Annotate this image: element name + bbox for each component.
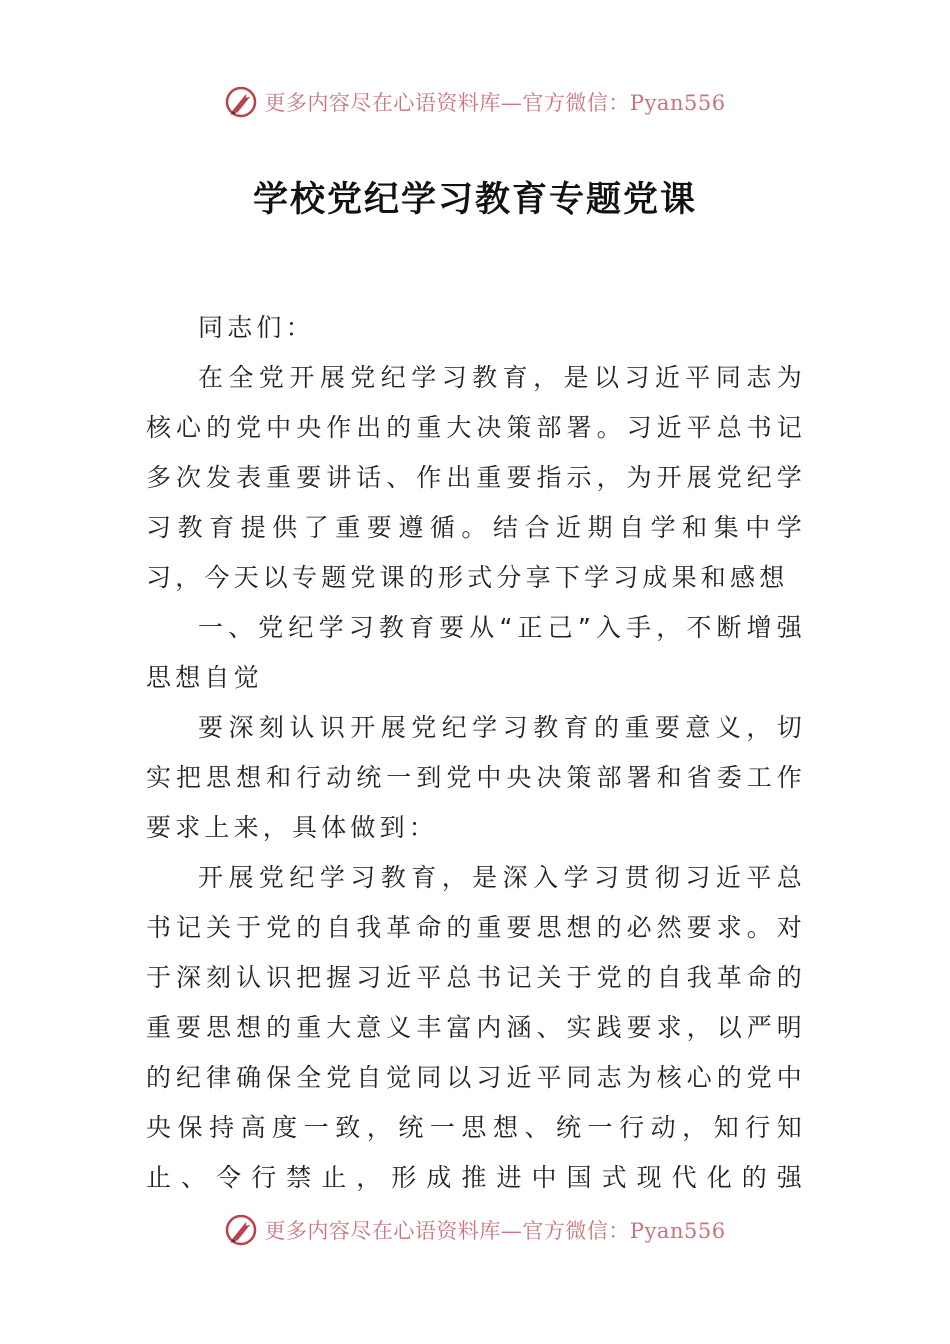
- document-body: [146, 303, 806, 1203]
- banner-text: 更多内容尽在心语资料库—官方微信：Pyan556: [264, 91, 726, 115]
- paragraph: 开展党纪学习教育，是深入学习贯彻习近平总书记关于党的自我革命的重要思想的必然要求。对于深刻认识把握习近平总书记关于党的自我革命的重要思想的重大意义丰富内涵、实践要求，以严明的纪律确保全党自觉同以习近平同志为核心的党中央保持高度一致，统一思想、统一行动，知行知止、令行禁止，形成推进中国式现代化的强: [146, 863, 806, 1192]
- paragraph: 在全党开展党纪学习教育，是以习近平同志为核心的党中央作出的重大决策部署。习近平总书记多次发表重要讲话、作出重要指示，为开展党纪学习教育提供了重要遵循。结合近期自学和集中学习，今天以专题党课的形式分享下学习成果和感想: [146, 363, 806, 592]
- footer-banner: [0, 1210, 950, 1250]
- section-heading: 一、党纪学习教育要从“正己”入手，不断增强思想自觉: [146, 613, 806, 692]
- pen-logo-icon: [224, 1213, 258, 1247]
- pen-logo-icon: [224, 85, 258, 119]
- paragraph: 要深刻认识开展党纪学习教育的重要意义，切实把思想和行动统一到党中央决策部署和省委工作要求上来，具体做到：: [146, 713, 806, 842]
- document-title: 学校党纪学习教育专题党课: [252, 179, 697, 220]
- paragraph-salutation: 同志们：: [198, 313, 315, 342]
- header-banner: [0, 82, 950, 122]
- banner-text: 更多内容尽在心语资料库—官方微信：Pyan556: [264, 1219, 726, 1243]
